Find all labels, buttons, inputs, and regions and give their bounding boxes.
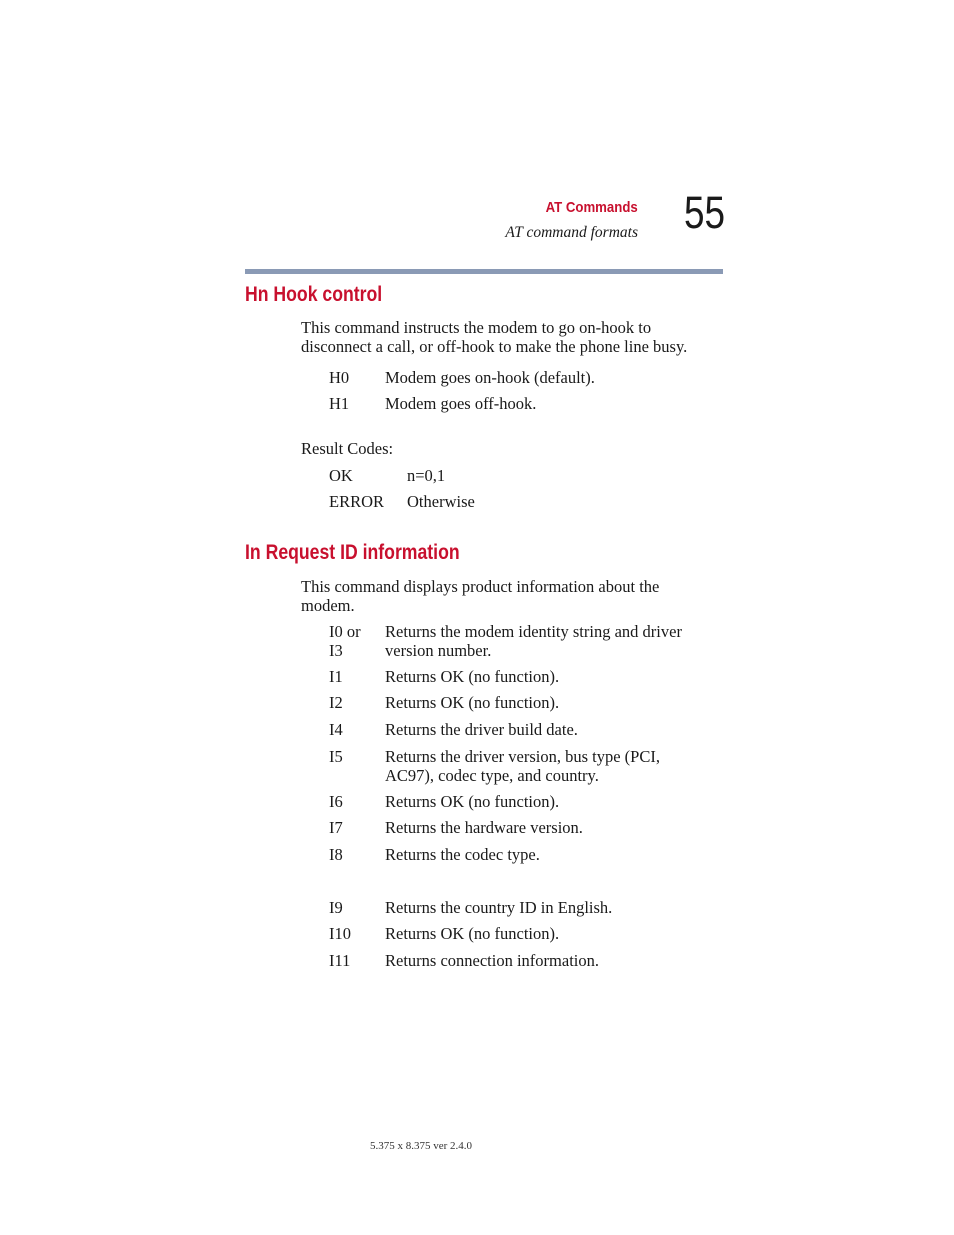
header-rule [245,269,723,274]
running-header-section: AT Commands [545,199,638,216]
command-code: I0 or I3 [329,622,361,660]
command-code: I8 [329,845,343,864]
section-heading-hook: Hn Hook control [245,283,383,306]
command-text: Modem goes off-hook. [385,394,537,413]
command-code: I7 [329,818,343,837]
command-text: Returns OK (no function). [385,667,560,686]
command-text: Returns the hardware version. [385,818,583,837]
command-code: I6 [329,792,343,811]
command-code: I11 [329,951,351,970]
command-code: I10 [329,924,351,943]
command-text: Returns OK (no function). [385,693,560,712]
command-code: H0 [329,368,350,387]
result-text: n=0,1 [407,466,446,485]
command-code: I1 [329,667,343,686]
running-header-subtitle: AT command formats [505,224,638,241]
section-heading-request-id: In Request ID information [245,541,460,564]
command-text: Returns the codec type. [385,845,540,864]
command-code: I9 [329,898,343,917]
command-text: Returns the driver build date. [385,720,578,739]
result-code: OK [329,466,353,485]
command-code: I2 [329,693,343,712]
result-codes-label: Result Codes: [301,439,394,458]
command-text: Returns OK (no function). [385,924,560,943]
command-code: I4 [329,720,343,739]
page-footer: 5.375 x 8.375 ver 2.4.0 [370,1140,473,1152]
request-description: This command displays product information about the modem. [301,577,660,615]
result-code: ERROR [329,492,385,511]
command-text: Returns the modem identity string and driver version number. [385,622,682,660]
page-number: 55 [684,187,726,238]
command-text: Returns OK (no function). [385,792,560,811]
result-text: Otherwise [407,492,475,511]
hook-description: This command instructs the modem to go on-hook to disconnect a call, or off-hook to make the phone line busy. [301,318,688,356]
command-text: Returns connection information. [385,951,599,970]
command-code: I5 [329,747,343,766]
command-code: H1 [329,394,350,413]
command-text: Returns the driver version, bus type (PCI, AC97), codec type, and country. [385,747,660,785]
command-text: Returns the country ID in English. [385,898,613,917]
command-text: Modem goes on-hook (default). [385,368,595,387]
